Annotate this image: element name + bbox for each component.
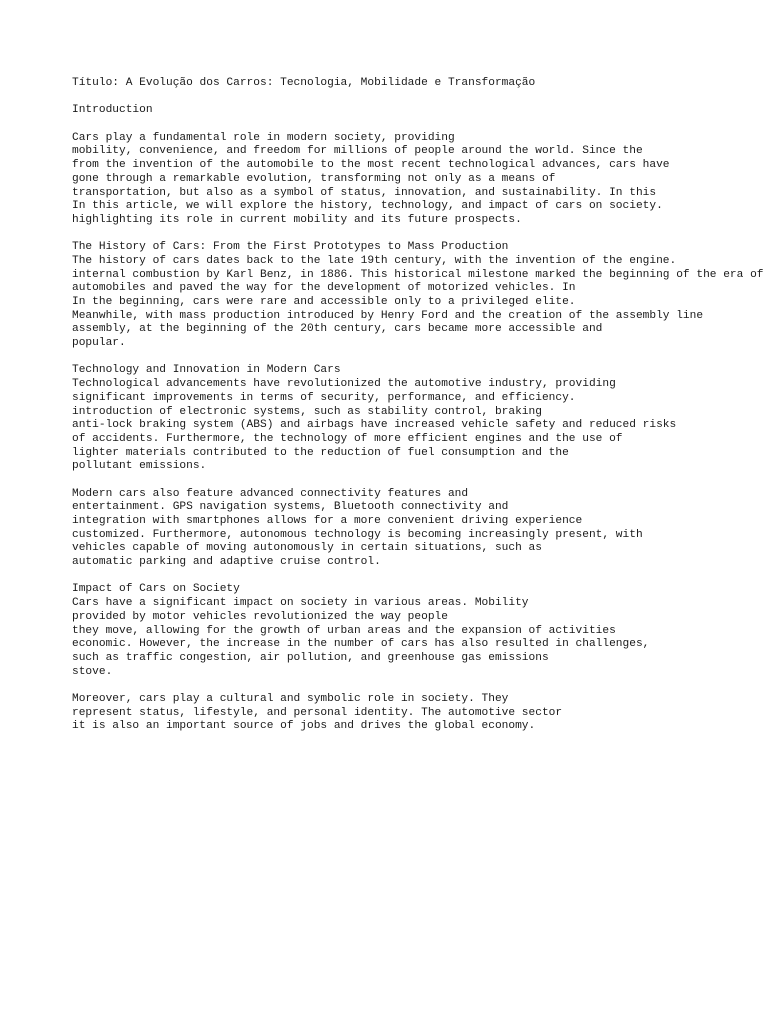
document-line: introduction of electronic systems, such as stability control, braking [72,405,542,418]
document-line: Technological advancements have revolutionized the automotive industry, providing [72,378,616,391]
document-line: The history of cars dates back to the late 19th century, with the invention of the engine. [72,254,677,267]
document-line: economic. However, the increase in the number of cars has also resulted in challenges, [72,638,650,651]
document-text [72,77,768,734]
document-line: internal combustion by Karl Benz, in 1886. This historical milestone marked the beginning of the era of [72,268,764,281]
document-line: provided by motor vehicles revolutionized the way people [72,610,448,623]
document-line: Impact of Cars on Society [72,583,240,596]
document-line: automatic parking and adaptive cruise control. [72,556,381,569]
document-line: highlighting its role in current mobility and its future prospects. [72,213,522,226]
document-line: stove. [72,665,113,678]
document-line: automobiles and paved the way for the development of motorized vehicles. In [72,282,576,295]
document-line: In this article, we will explore the history, technology, and impact of cars on society. [72,200,663,213]
document-line: vehicles capable of moving autonomously in certain situations, such as [72,542,542,555]
document-line: entertainment. GPS navigation systems, Bluetooth connectivity and [72,501,509,514]
document-line: such as traffic congestion, air pollution, and greenhouse gas emissions [72,651,549,664]
document-line [72,228,768,242]
document-line [72,118,768,132]
document-line: Título: A Evolução dos Carros: Tecnologia, Mobilidade e Transformação [72,77,536,89]
document-line: anti-lock braking system (ABS) and airbags have increased vehicle safety and reduced risks [72,419,677,432]
document-line: Technology and Innovation in Modern Cars [72,364,341,377]
document-line: lighter materials contributed to the reduction of fuel consumption and the [72,446,569,459]
document-line: Cars play a fundamental role in modern society, providing [72,131,455,144]
document-line [72,474,768,488]
document-line: The History of Cars: From the First Prototypes to Mass Production [72,241,509,254]
document-line: of accidents. Furthermore, the technology of more efficient engines and the use of [72,432,623,445]
document-line: they move, allowing for the growth of urban areas and the expansion of activities [72,624,616,637]
document-line: mobility, convenience, and freedom for millions of people around the world. Since the [72,145,643,158]
document-line: gone through a remarkable evolution, transforming not only as a means of [72,172,556,185]
document-line [72,570,768,584]
document-line: Meanwhile, with mass production introduced by Henry Ford and the creation of the assembly line [72,309,704,322]
document-line [72,351,768,365]
document-line: In the beginning, cars were rare and accessible only to a privileged elite. [72,296,576,308]
document-line: transportation, but also as a symbol of status, innovation, and sustainability. In this [72,186,657,199]
document-line: significant improvements in terms of security, performance, and efficiency. [72,391,576,404]
document-line: Introduction [72,104,153,117]
document-line [72,91,768,105]
document-line: represent status, lifestyle, and personal identity. The automotive sector [72,706,563,719]
document-line: Modern cars also feature advanced connectivity features and [72,487,469,500]
document-line: it is also an important source of jobs and drives the global economy. [72,720,536,733]
document-line: Moreover, cars play a cultural and symbolic role in society. They [72,692,509,705]
document-line [72,679,768,693]
document-line: from the invention of the automobile to the most recent technological advances, cars have [72,159,670,172]
document-line: Cars have a significant impact on society in various areas. Mobility [72,597,529,610]
document-line: popular. [72,337,126,350]
document-line: customized. Furthermore, autonomous technology is becoming increasingly present, with [72,528,643,541]
document-line: assembly, at the beginning of the 20th century, cars became more accessible and [72,323,603,336]
document-line: integration with smartphones allows for a more convenient driving experience [72,515,583,527]
document-line: pollutant emissions. [72,460,207,473]
